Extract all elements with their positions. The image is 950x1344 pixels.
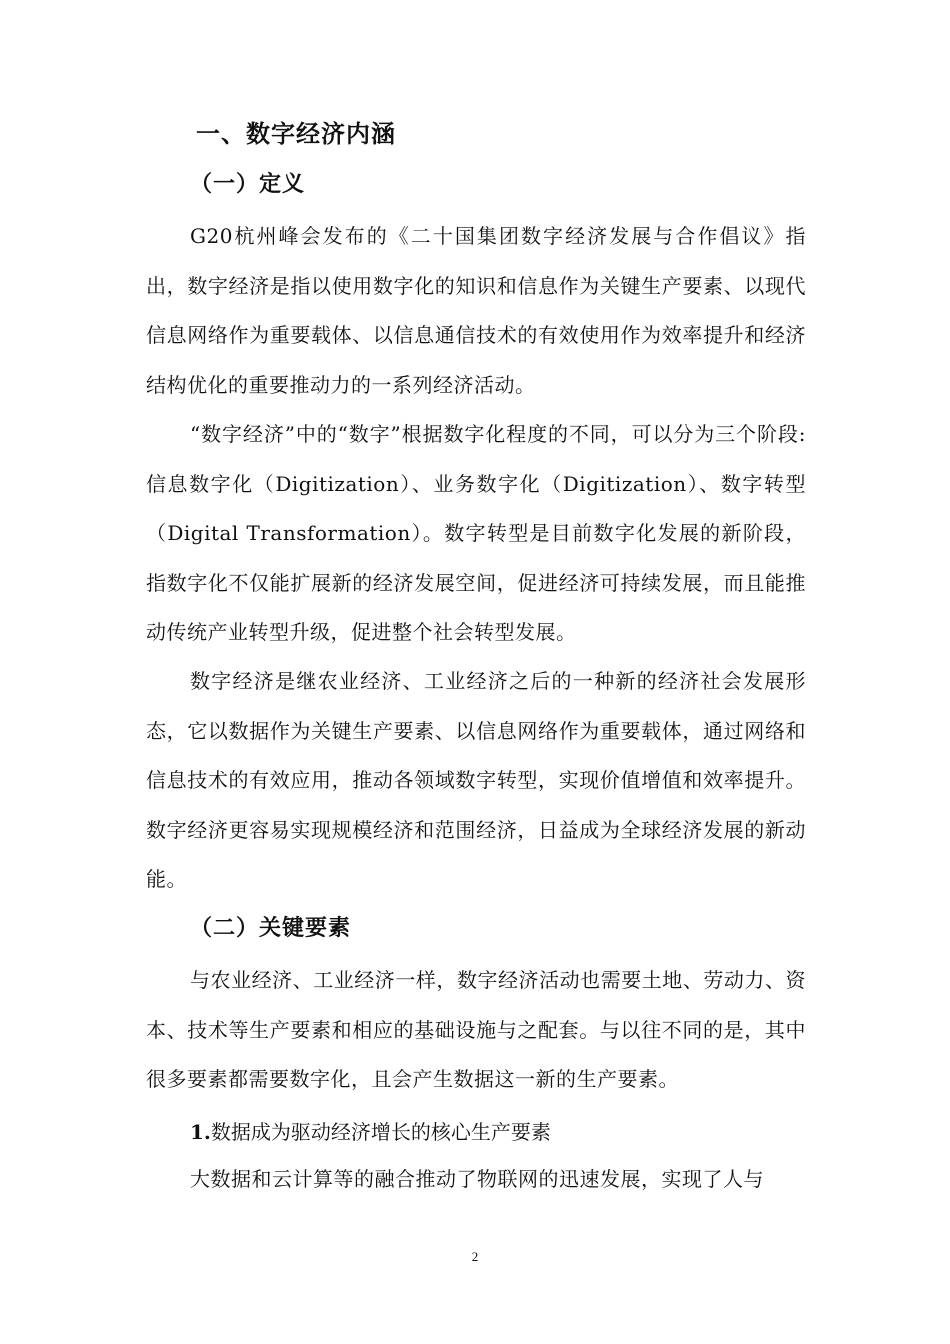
paragraph-text: 大数据和云计算等的融合推动了物联网的迅速发展，实现了人与: [190, 1167, 764, 1191]
paragraph-text: G20杭州峰会发布的《二十国集团数字经济发展与合作倡议》指出，数字经济是指以使用数字化的知识和信息作为关键生产要素、以现代信息网络作为重要载体、以信息通信技术的有效使用作为效率提升和经济结构优化的重要推动力的一系列经济活动。: [146, 224, 806, 397]
paragraph-digital-economy-form: [146, 657, 806, 905]
page-number: 2: [471, 1249, 479, 1264]
paragraph-definition: [146, 212, 806, 410]
subsection-heading-data-core: [190, 1115, 551, 1149]
paragraph-text: “数字经济”中的“数字”根据数字化程度的不同，可以分为三个阶段:信息数字化（Digitization）、业务数字化（Digitization）、数字转型（Digital Transformation）。数字转型是目前数字化发展的新阶段，指数字化不仅能扩展新的经济发展空间，促进经济可持续发展，而且能推动传统产业转型升级，促进整个社会转型发展。: [146, 422, 806, 644]
subsection-number: 1.: [190, 1120, 211, 1144]
chapter-heading: 一、数字经济内涵: [196, 120, 396, 148]
paragraph-key-elements: [146, 956, 806, 1105]
section-heading-key-elements: （二）关键要素: [190, 916, 352, 941]
paragraph-text: 与农业经济、工业经济一样，数字经济活动也需要土地、劳动力、资本、技术等生产要素和相应的基础设施与之配套。与以往不同的是，其中很多要素都需要数字化，且会产生数据这一新的生产要素。: [146, 968, 806, 1091]
subsection-title: 数据成为驱动经济增长的核心生产要素: [210, 1120, 551, 1144]
paragraph-digital-stages: [146, 410, 806, 658]
paragraph-data-core: [146, 1155, 806, 1205]
section-heading-definition: （一）定义: [190, 172, 306, 197]
paragraph-text: 数字经济是继农业经济、工业经济之后的一种新的经济社会发展形态，它以数据作为关键生产要素、以信息网络作为重要载体，通过网络和信息技术的有效应用，推动各领域数字转型，实现价值增值和效率提升。数字经济更容易实现规模经济和范围经济，日益成为全球经济发展的新动能。: [146, 669, 806, 891]
